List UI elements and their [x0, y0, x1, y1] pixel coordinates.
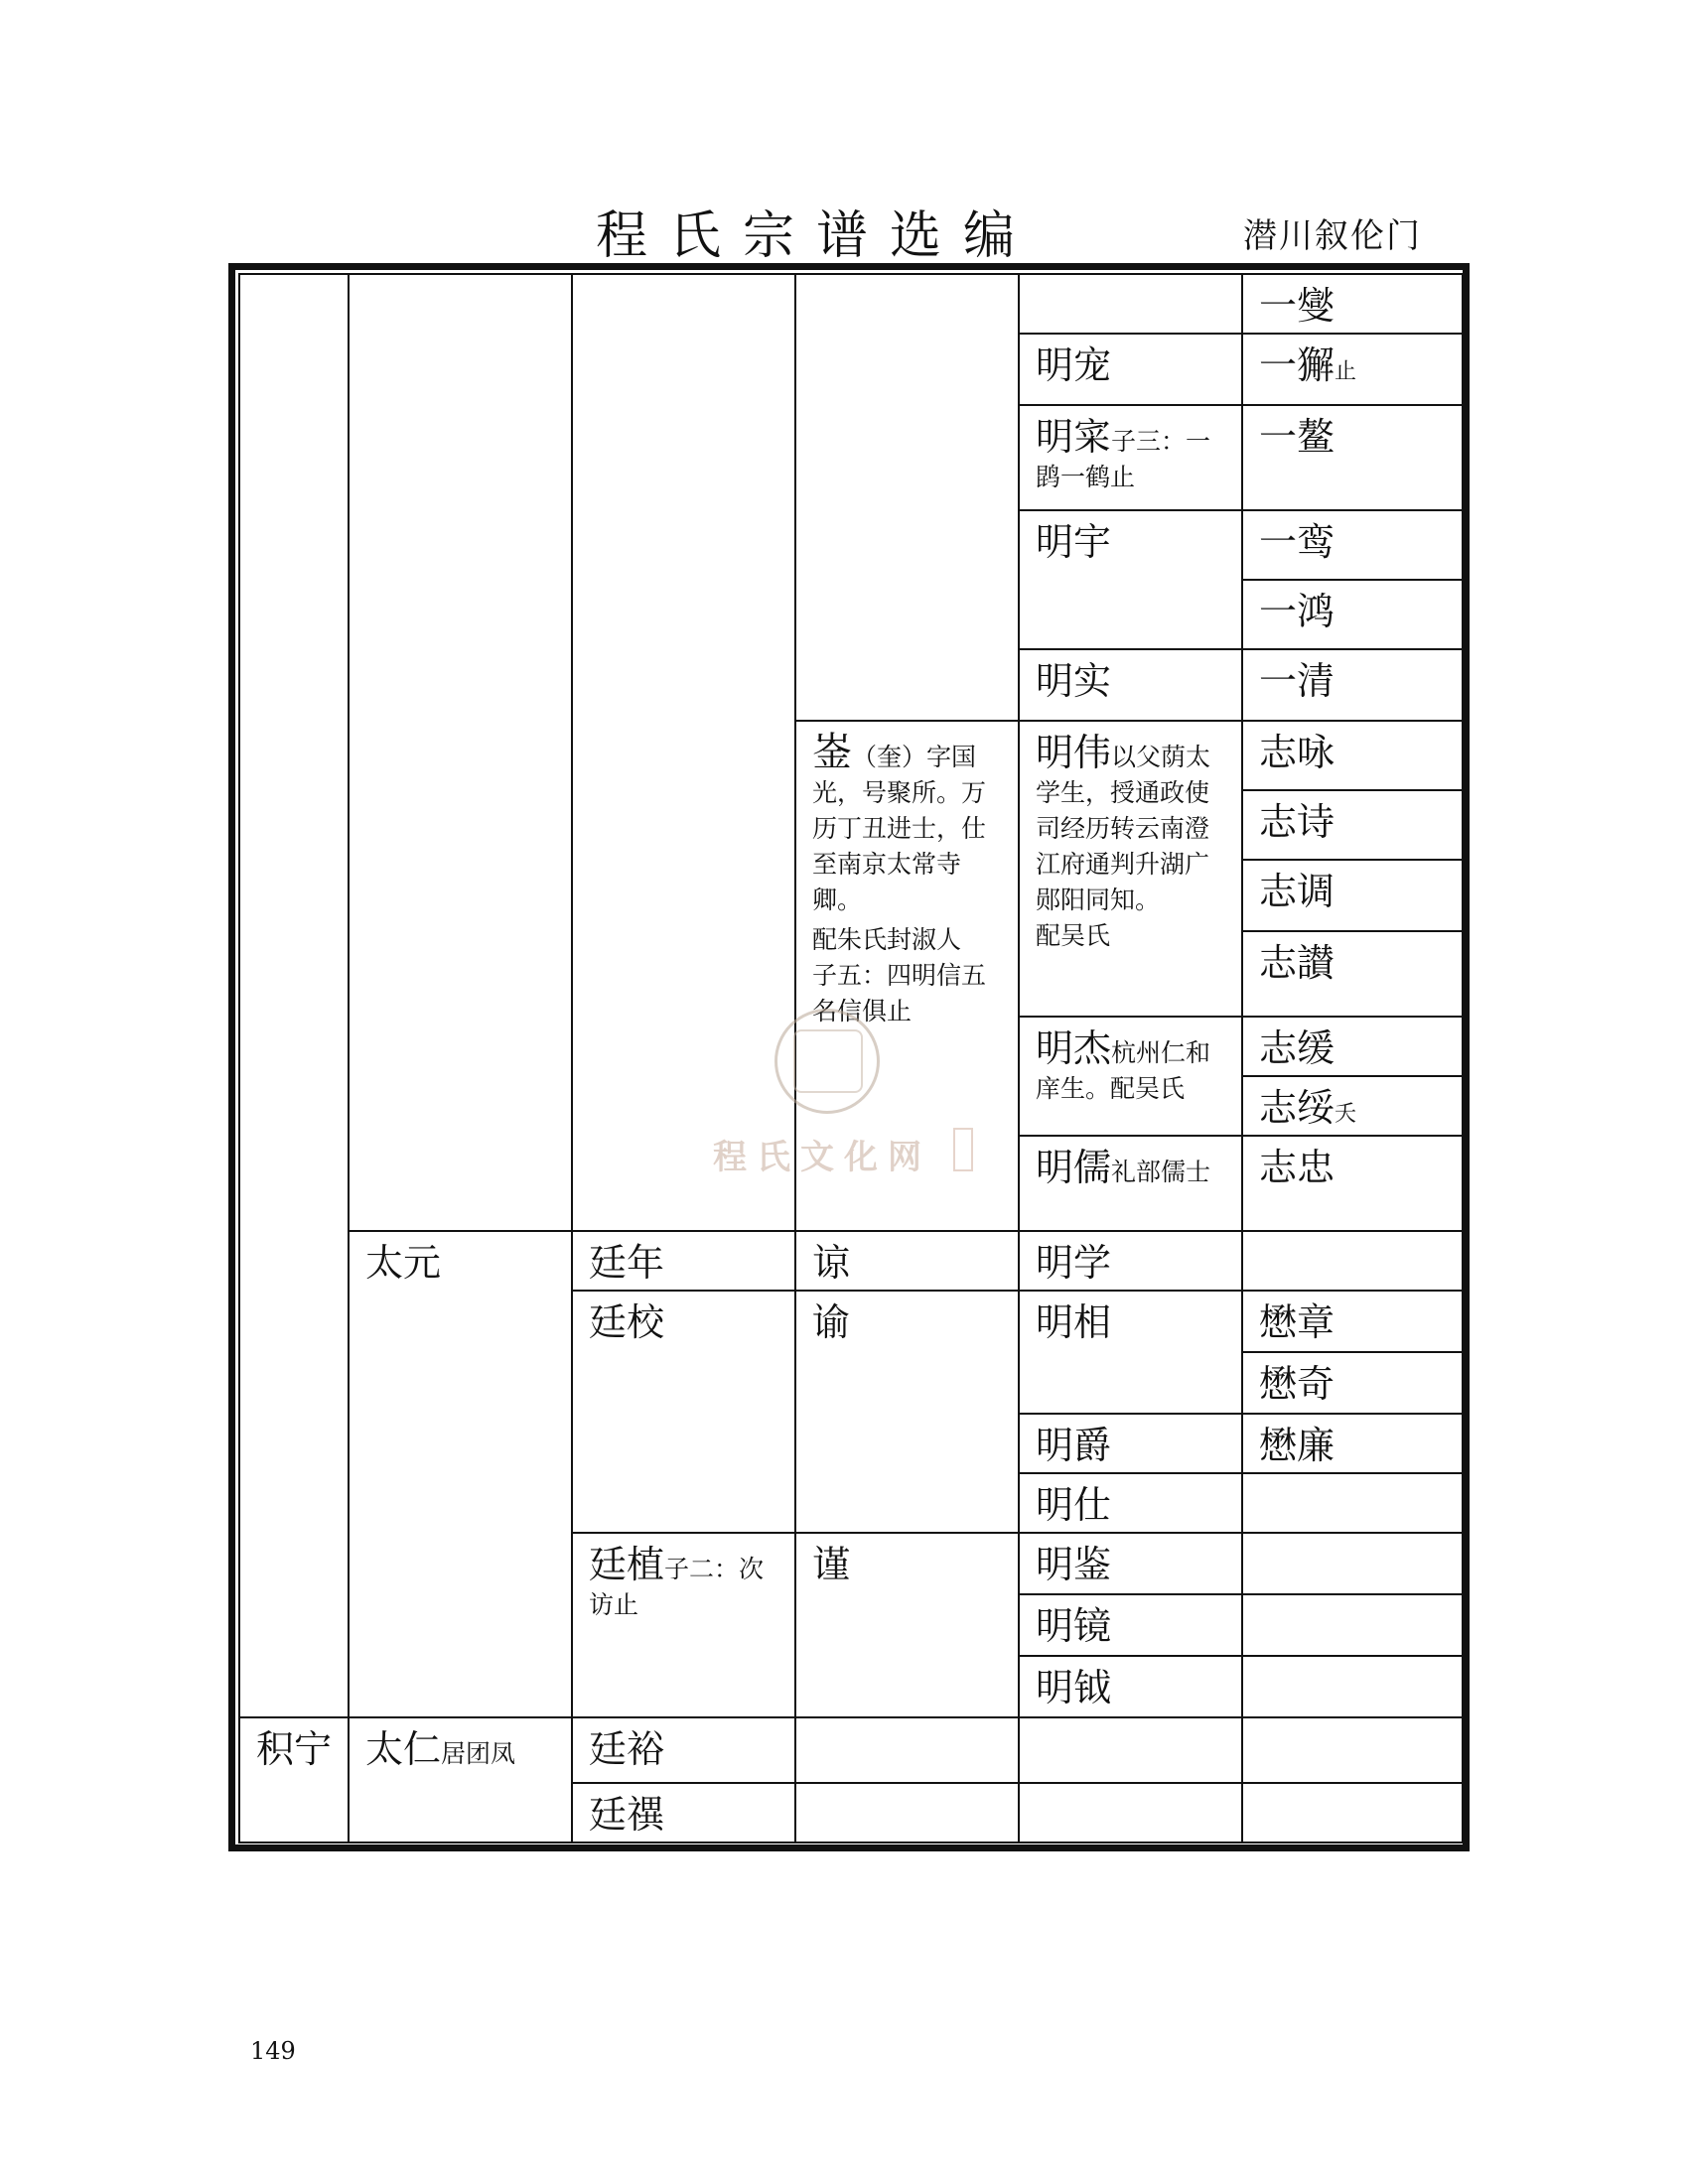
- person-name: 志忠: [1259, 1146, 1336, 1189]
- person-note: 配吴氏: [1036, 921, 1111, 950]
- watermark-text: 程氏文化网: [713, 1138, 931, 1177]
- gen-cell: [1019, 721, 1242, 1017]
- gen-cell: [795, 1717, 1019, 1783]
- gen-cell: [1242, 1231, 1463, 1291]
- person-name: 明鉴: [1036, 1543, 1112, 1586]
- gen-cell: [1019, 1231, 1242, 1291]
- gen-cell: [572, 1291, 795, 1533]
- gen-cell: [1242, 274, 1463, 334]
- genealogy-table: [238, 273, 1464, 1843]
- gen-cell: [795, 1291, 1019, 1533]
- person-note: 子二：次访止: [589, 1555, 765, 1619]
- person-name: 志咏: [1259, 731, 1336, 774]
- gen-cell: [1242, 721, 1463, 790]
- gen-cell: [1019, 405, 1242, 510]
- gen-cell: [1019, 1533, 1242, 1594]
- gen-cell: [349, 1717, 572, 1843]
- person-name: 明儒: [1036, 1146, 1112, 1189]
- person-name: 谕: [812, 1300, 851, 1344]
- person-name: 明仕: [1036, 1483, 1112, 1527]
- gen-cell: [795, 721, 1019, 1231]
- person-note: 礼部儒士: [1111, 1158, 1211, 1186]
- page-title: 程氏宗谱选编: [596, 206, 1038, 266]
- person-note: 配朱氏封淑人: [812, 925, 962, 954]
- gen-cell: [1019, 1783, 1242, 1843]
- person-note: 杭州仁和庠生。配吴氏: [1036, 1038, 1211, 1103]
- person-name: 太元: [365, 1241, 442, 1285]
- gen-cell: [795, 1783, 1019, 1843]
- person-name: 明镜: [1036, 1604, 1112, 1648]
- gen-cell: [1019, 1473, 1242, 1533]
- gen-cell: [1242, 1352, 1463, 1414]
- person-name: 明实: [1036, 659, 1112, 703]
- gen-cell: [1019, 649, 1242, 721]
- gen-cell: [349, 1231, 572, 1717]
- gen-cell: [1019, 1594, 1242, 1656]
- person-name: 廷裕: [589, 1727, 665, 1771]
- gen-cell: [1242, 1533, 1463, 1594]
- gen-cell: [1242, 1656, 1463, 1717]
- gen-cell: [1019, 510, 1242, 649]
- gen-cell: [1019, 1414, 1242, 1473]
- person-note: 以父荫太学生，授通政使司经历转云南澄江府通判升湖广郧阳同知。: [1036, 743, 1211, 914]
- gen-cell: [1242, 510, 1463, 580]
- person-name: 明宠: [1036, 343, 1112, 387]
- person-name: 懋廉: [1259, 1424, 1336, 1467]
- person-note: （奎）字国光，号聚所。万历丁丑进士，仕至南京太常寺卿。: [812, 743, 987, 914]
- branch-name: 潜川叙伦门: [1243, 216, 1422, 256]
- gen-cell: [1242, 1017, 1463, 1076]
- gen-cell: [795, 1231, 1019, 1291]
- person-name: 明相: [1036, 1300, 1112, 1344]
- person-note: 夭: [1335, 1102, 1357, 1127]
- person-name: 谨: [812, 1543, 851, 1586]
- gen-cell: [349, 274, 572, 1231]
- person-name: 廷校: [589, 1300, 665, 1344]
- gen-cell: [572, 1533, 795, 1717]
- gen-cell: [1242, 1414, 1463, 1473]
- person-note: 居团凤: [441, 1739, 516, 1768]
- person-name: 懋奇: [1259, 1362, 1336, 1406]
- person-name: 明伟: [1036, 731, 1112, 774]
- person-note: 止: [1335, 359, 1357, 384]
- person-name: 一鸾: [1259, 520, 1336, 564]
- person-name: 明宇: [1036, 520, 1112, 564]
- gen-cell: [1019, 1291, 1242, 1414]
- gen-cell: [1242, 649, 1463, 721]
- person-name: 明爵: [1036, 1424, 1112, 1467]
- page-number: 149: [250, 2037, 296, 2065]
- person-name: 廷禩: [589, 1793, 665, 1837]
- gen-cell: [1242, 334, 1463, 405]
- gen-cell: [1242, 1717, 1463, 1783]
- person-name: 明寀: [1036, 415, 1112, 459]
- gen-cell: [1019, 1136, 1242, 1231]
- person-name: 一清: [1259, 659, 1336, 703]
- gen-cell: [1242, 1594, 1463, 1656]
- gen-cell: [239, 1717, 349, 1843]
- gen-cell: [795, 1533, 1019, 1717]
- gen-cell: [1242, 790, 1463, 860]
- person-name: 廷年: [589, 1241, 665, 1285]
- gen-cell: [572, 274, 795, 1231]
- person-name: 崟: [812, 730, 852, 775]
- gen-cell: [1242, 580, 1463, 649]
- gen-cell: [1242, 1291, 1463, 1352]
- person-name: 志诗: [1259, 800, 1336, 844]
- person-name: 明杰: [1036, 1026, 1112, 1070]
- gen-cell: [1019, 274, 1242, 334]
- person-name: 一鸿: [1259, 590, 1336, 633]
- person-name: 志讃: [1259, 941, 1336, 985]
- person-note: 子五：四明信五名信俱止: [812, 961, 987, 1025]
- gen-cell: [1242, 1473, 1463, 1533]
- gen-cell: [1242, 1136, 1463, 1231]
- person-name: 谅: [812, 1241, 851, 1285]
- gen-cell: [1242, 405, 1463, 510]
- person-name: 志调: [1259, 870, 1336, 913]
- gen-cell: [572, 1783, 795, 1843]
- gen-cell: [1019, 1656, 1242, 1717]
- gen-cell: [1019, 334, 1242, 405]
- person-name: 一燮: [1259, 284, 1336, 328]
- gen-cell: [572, 1717, 795, 1783]
- gen-cell: [1242, 931, 1463, 1017]
- gen-cell: [1242, 1783, 1463, 1843]
- person-name: 明钺: [1036, 1666, 1112, 1709]
- person-name: 一獬: [1259, 343, 1336, 387]
- person-name: 懋章: [1259, 1300, 1336, 1344]
- person-note: 子三：一鹍一鹤止: [1036, 427, 1211, 491]
- gen-cell: [239, 274, 349, 1717]
- gen-cell: [795, 274, 1019, 721]
- person-name: 志绥: [1259, 1086, 1336, 1130]
- gen-cell: [572, 1231, 795, 1291]
- gen-cell: [1242, 860, 1463, 931]
- person-name: 明学: [1036, 1241, 1112, 1285]
- gen-cell: [1019, 1717, 1242, 1783]
- person-name: 志缓: [1259, 1026, 1336, 1070]
- person-name: 廷植: [589, 1543, 665, 1586]
- person-name: 太仁: [365, 1727, 442, 1771]
- gen-cell: [1242, 1076, 1463, 1136]
- gen-cell: [1019, 1017, 1242, 1136]
- person-name: 一鳌: [1259, 415, 1336, 459]
- person-name: 积宁: [256, 1727, 333, 1771]
